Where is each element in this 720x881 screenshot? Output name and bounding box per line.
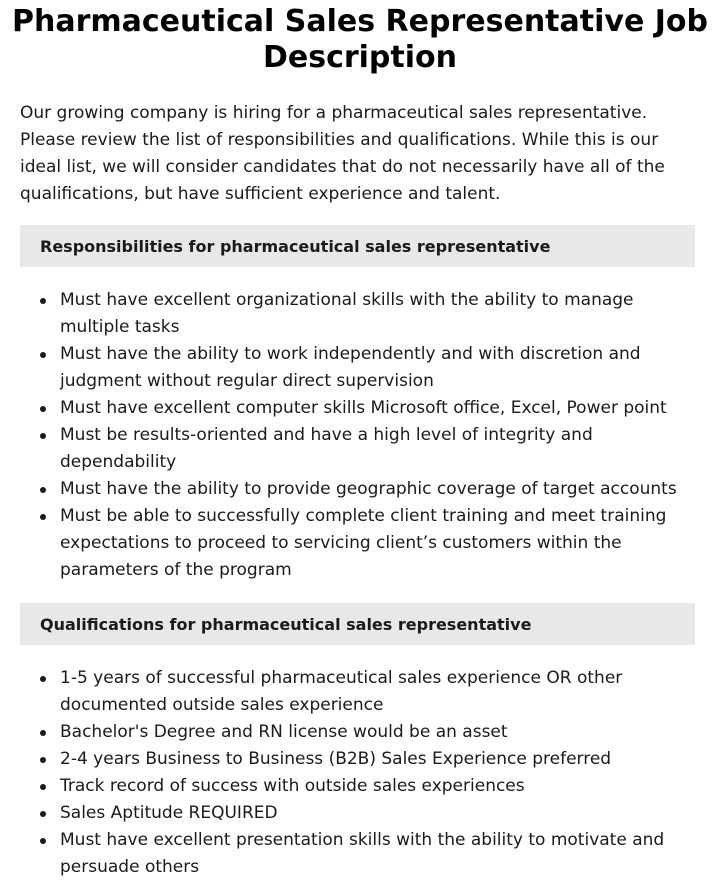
list-item [20,719,700,746]
list-item [20,395,700,422]
list-item [20,665,700,719]
list-item-text: Must be able to successfully complete client training and meet training expectations to proceed to servicing client’s customers within the parameters of the program [60,506,667,580]
list-item [20,422,700,476]
list-item-text: Sales Aptitude REQUIRED [60,803,278,823]
list-item-text: 1-5 years of successful pharmaceutical sales experience OR other documented outside sales experience [60,668,623,715]
list-item-text: Bachelor's Degree and RN license would be an asset [60,722,508,742]
list-item-text: Must have excellent computer skills Microsoft office, Excel, Power point [60,398,667,418]
bullet-icon [40,298,46,304]
bullet-icon [40,514,46,520]
bullet-icon [40,784,46,790]
list-item [20,503,700,584]
bullet-icon [40,811,46,817]
list-item-text: 2-4 years Business to Business (B2B) Sales Experience preferred [60,749,612,769]
bullet-icon [40,406,46,412]
list-item [20,476,700,503]
page-title: Pharmaceutical Sales Representative Job Description [12,4,708,75]
list-item-text: Track record of success with outside sales experiences [60,776,525,796]
intro-paragraph: Our growing company is hiring for a pharmaceutical sales representative. Please review the list of responsibilities and qualifications. While this is our ideal list, we will consider candidates that do not necessarily have all of the qualifications, but have sufficient experience and talent. [20,103,665,204]
bullet-icon [40,352,46,358]
bullet-icon [40,487,46,493]
list-item-text: Must have excellent organizational skills with the ability to manage multiple tasks [60,290,634,337]
bullet-icon [40,730,46,736]
qualifications-heading: Qualifications for pharmaceutical sales representative [20,603,695,645]
list-item [20,341,700,395]
list-item-text: Must have excellent presentation skills with the ability to motivate and persuade others [60,830,665,877]
bullet-icon [40,838,46,844]
list-item-text: Must have the ability to work independently and with discretion and judgment without regular direct supervision [60,344,641,391]
bullet-icon [40,757,46,763]
list-item-text: Must have the ability to provide geographic coverage of target accounts [60,479,677,499]
list-item [20,800,700,827]
list-item [20,827,700,881]
list-item [20,773,700,800]
list-item-text: Must be results-oriented and have a high level of integrity and dependability [60,425,593,472]
list-item [20,287,700,341]
qualifications-list [20,665,700,881]
bullet-icon [40,433,46,439]
bullet-icon [40,676,46,682]
responsibilities-heading: Responsibilities for pharmaceutical sales representative [20,225,695,267]
responsibilities-list [20,287,700,584]
list-item [20,746,700,773]
